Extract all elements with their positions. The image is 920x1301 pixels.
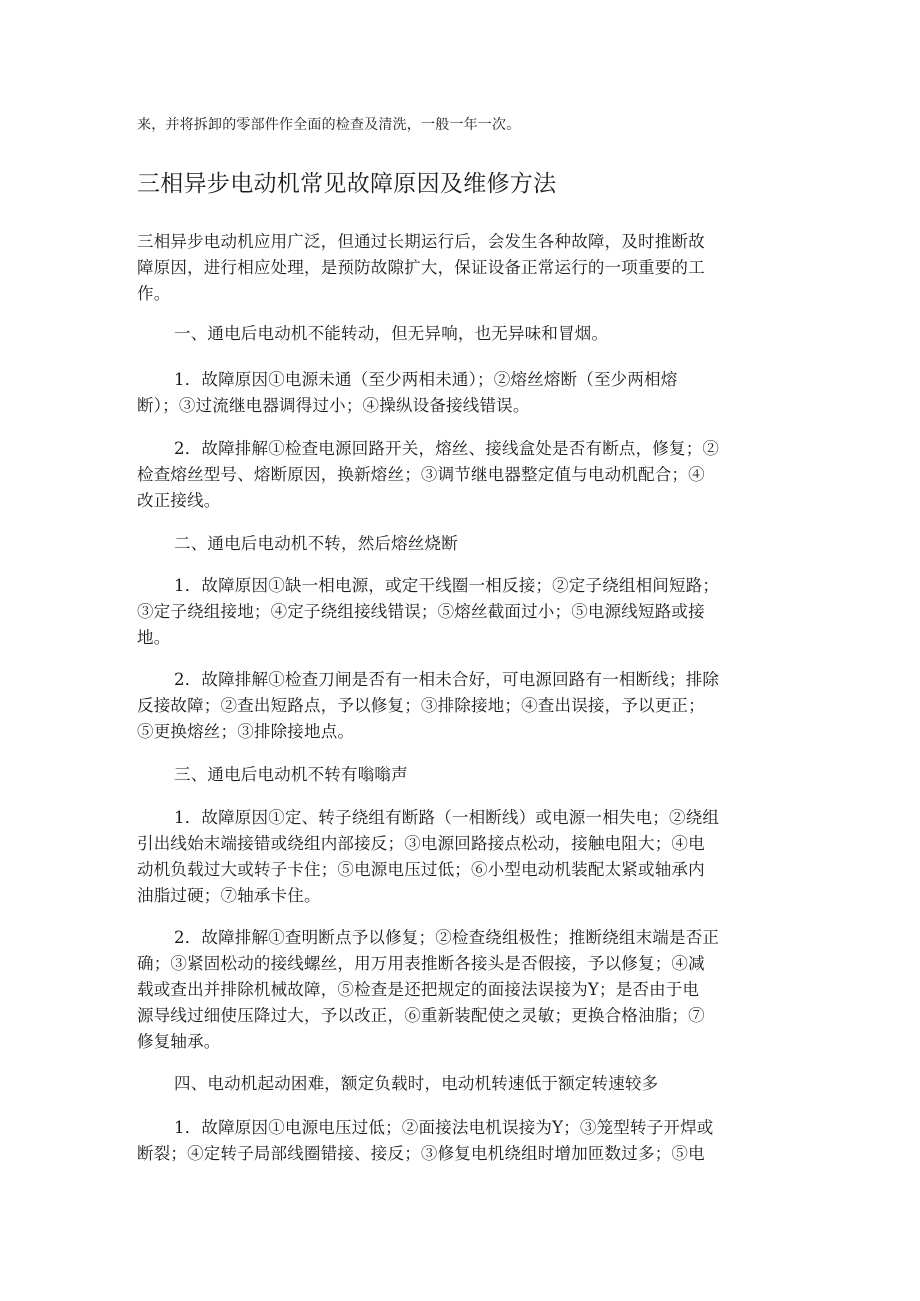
text-line: 断裂；④定转子局部线圈错接、接反；③修复电机绕组时增加匝数过多；⑤电	[137, 1144, 705, 1163]
text-line: 油脂过硬；⑦轴承卡住。	[137, 886, 321, 905]
section-heading: 三、通电后电动机不转有嗡嗡声	[174, 765, 408, 784]
text-line: 反接故障；②查出短路点，予以修复；③排除接地；④查出误接，予以更正；	[137, 696, 705, 715]
text-line: 引出线始末端接错或绕组内部接反；③电源回路接点松动，接触电阻大；④电	[137, 834, 705, 853]
text-line: 改正接线。	[137, 491, 221, 510]
text-line: 动机负载过大或转子卡住；⑤电源电压过低；⑥小型电动机装配太紧或轴承内	[137, 860, 705, 879]
section-heading: 四、电动机起动困难，额定负载时，电动机转速低于额定转速较多	[174, 1074, 659, 1093]
text-line: 障原因，进行相应处理，是预防故隙扩大，保证设备正常运行的一项重要的工	[137, 258, 705, 277]
text-line: 1．故障原因①定、转子绕组有断路（一相断线）或电源一相失电；②绕组	[174, 808, 720, 827]
text-line: 断）；③过流继电器调得过小；④操纵设备接线错误。	[137, 396, 530, 415]
text-line: 2．故障排解①检查电源回路开关，熔丝、接线盒处是否有断点，修复；②	[174, 439, 720, 458]
document-title: 三相异步电动机常见故障原因及维修方法	[137, 171, 557, 197]
text-line: ③定子绕组接地；④定子绕组接线错误；⑤熔丝截面过小；⑤电源线短路或接	[137, 602, 705, 621]
text-line: 来，并将拆卸的零部件作全面的检查及清洗，一般一年一次。	[137, 117, 521, 133]
text-line: 1．故障原因①缺一相电源，或定干线圈一相反接；②定子绕组相间短路；	[174, 576, 720, 595]
text-line: 源导线过细使压降过大，予以改正，⑥重新装配使之灵敏；更换合格油脂；⑦	[137, 1006, 705, 1025]
text-line: 三相异步电动机应用广泛，但通过长期运行后，会发生各种故障，及时推断故	[137, 232, 705, 251]
text-line: 确；③紧固松动的接线螺丝，用万用表推断各接头是否假接，予以修复；④减	[137, 954, 705, 973]
text-line: 检查熔丝型号、熔断原因，换新熔丝；③调节继电器整定值与电动机配合；④	[137, 465, 705, 484]
text-line: 作。	[137, 284, 171, 303]
text-line: 1．故障原因①电源未通（至少两相未通）；②熔丝熔断（至少两相熔	[174, 370, 678, 389]
section-heading: 二、通电后电动机不转，然后熔丝烧断	[174, 534, 458, 553]
text-line: ⑤更换熔丝；③排除接地点。	[137, 722, 355, 741]
text-line: 2．故障排解①查明断点予以修复；②检查绕组极性；推断绕组末端是否正	[174, 928, 720, 947]
section-heading: 一、通电后电动机不能转动，但无异响，也无异味和冒烟。	[174, 324, 609, 343]
text-line: 2．故障排解①检查刀闸是否有一相未合好，可电源回路有一相断线；排除	[174, 670, 720, 689]
text-line: 地。	[137, 628, 171, 647]
text-line: 修复轴承。	[137, 1032, 221, 1051]
text-line: 1．故障原因①电源电压过低；②面接法电机误接为Y；③笼型转子开焊或	[174, 1118, 714, 1137]
text-line: 载或查出并排除机械故障，⑤检查是还把规定的面接法误接为Y；是否由于电	[137, 980, 700, 999]
